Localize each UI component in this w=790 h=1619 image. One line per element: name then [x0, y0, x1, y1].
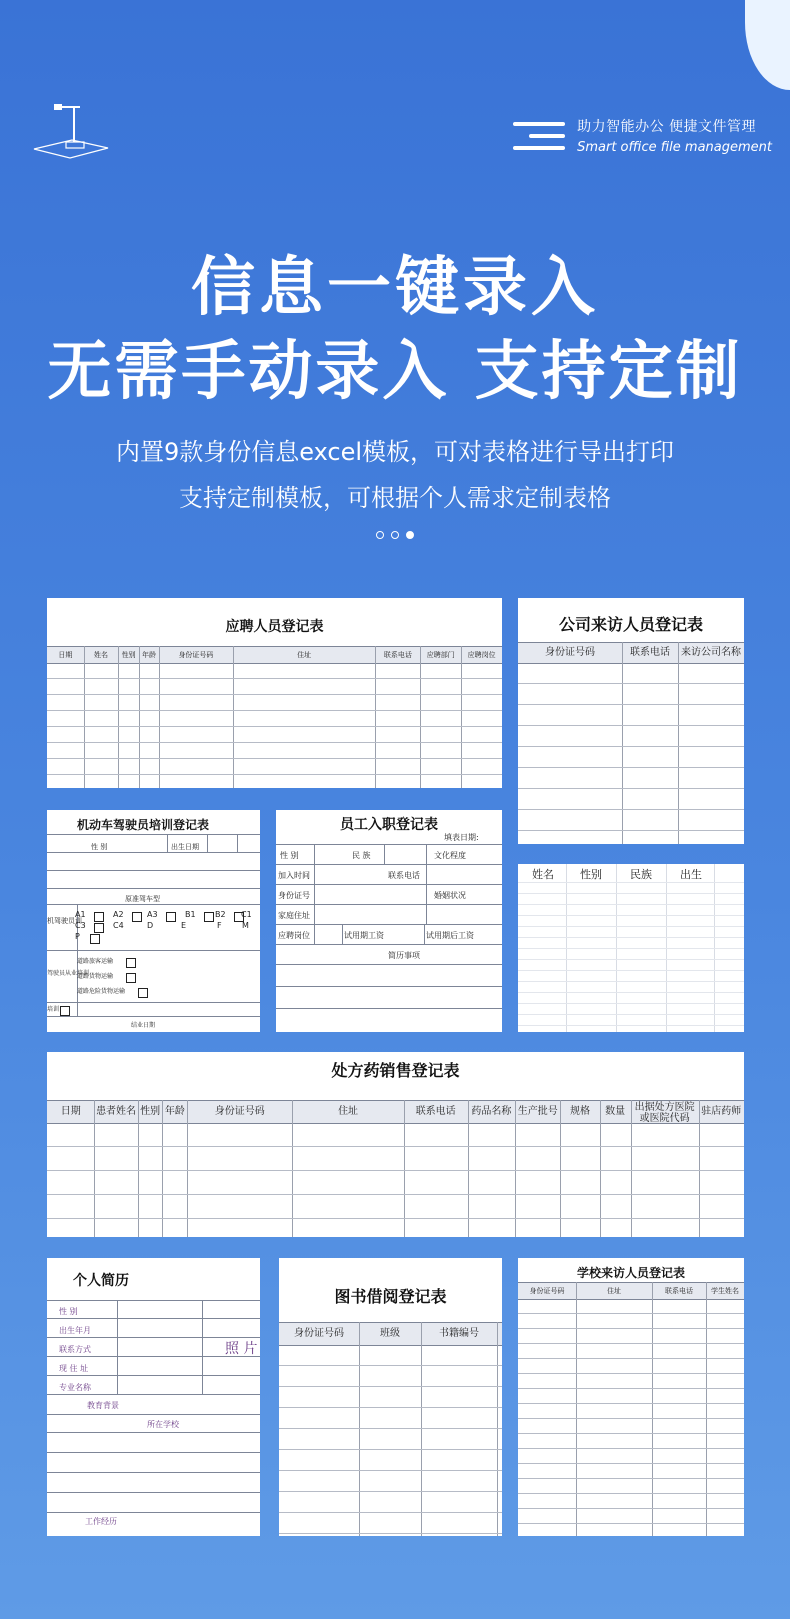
row-divider	[47, 1194, 744, 1195]
form-label: 驾驶员从业培训	[47, 970, 90, 977]
column-divider	[631, 1100, 632, 1237]
subtitle-line-1: 内置9款身份信息excel模板，可对表格进行导出打印	[115, 438, 675, 466]
form-line	[47, 834, 260, 835]
form-line	[47, 904, 260, 905]
row-divider	[518, 788, 744, 789]
template-onboard[interactable]	[276, 810, 502, 1032]
column-header: 住址	[607, 1287, 621, 1295]
column-header: 民族	[630, 868, 652, 881]
column-divider	[118, 646, 119, 788]
form-label: A1	[75, 910, 86, 919]
column-header: 应聘部门	[426, 651, 455, 659]
form-label: 机驾驶员训	[47, 917, 82, 925]
column-divider	[138, 1100, 139, 1237]
form-label: C4	[113, 921, 124, 930]
form-label: 简历事项	[388, 951, 420, 960]
row-divider	[518, 970, 744, 971]
column-header: 联系电话	[383, 651, 412, 659]
document-scanner-icon	[32, 104, 114, 162]
row-divider	[518, 1025, 744, 1026]
form-line	[202, 1300, 203, 1394]
row-divider	[518, 1328, 744, 1329]
form-label: 道路旅客运输	[77, 958, 114, 965]
form-label: 原准驾车型	[125, 895, 160, 903]
row-divider	[518, 1403, 744, 1404]
form-line	[47, 1002, 260, 1003]
form-label: 结业日期	[131, 1022, 156, 1029]
form-line	[47, 1375, 260, 1376]
form-line	[47, 950, 260, 951]
column-divider	[162, 1100, 163, 1237]
checkbox[interactable]	[126, 973, 136, 983]
row-divider	[47, 1170, 744, 1171]
column-header: 学生姓名	[711, 1287, 739, 1295]
template-info[interactable]	[518, 864, 744, 1032]
column-header: 药品名称	[471, 1106, 512, 1117]
column-divider	[359, 1322, 360, 1536]
form-label: 身份证号	[278, 891, 310, 900]
form-label: 婚姻状况	[434, 891, 466, 900]
checkbox[interactable]	[94, 923, 104, 933]
checkbox[interactable]	[126, 958, 136, 968]
row-divider	[47, 774, 502, 775]
checkbox[interactable]	[60, 1006, 70, 1016]
column-divider	[576, 1282, 577, 1536]
form-line	[47, 1472, 260, 1473]
row-divider	[47, 710, 502, 711]
template-school[interactable]	[518, 1258, 744, 1536]
subtitle-line-2: 支持定制模板，可根据个人需求定制表格	[179, 484, 611, 512]
template-title: 机动车驾驶员培训登记表	[77, 818, 210, 832]
checkbox[interactable]	[94, 912, 104, 922]
checkbox[interactable]	[204, 912, 214, 922]
column-header: 书籍编号	[439, 1328, 479, 1339]
row-divider	[518, 704, 744, 705]
column-header: 姓名	[532, 868, 554, 881]
template-title: 处方药销售登记表	[331, 1061, 460, 1080]
corner-decoration	[745, 0, 790, 90]
column-header: 性别	[140, 1106, 161, 1117]
row-divider	[518, 1388, 744, 1389]
form-line	[47, 1432, 260, 1433]
column-header: 联系电话	[415, 1106, 456, 1117]
column-divider	[187, 1100, 188, 1237]
template-prescription[interactable]	[47, 1052, 744, 1237]
column-divider	[233, 646, 234, 788]
form-label: 性 别	[59, 1307, 78, 1316]
template-title: 应聘人员登记表	[225, 619, 324, 635]
row-divider	[279, 1512, 502, 1513]
form-label: B1	[185, 910, 196, 919]
form-label: 工作经历	[85, 1517, 117, 1526]
row-divider	[279, 1533, 502, 1534]
form-line	[47, 1414, 260, 1415]
column-header: 规格	[570, 1106, 591, 1117]
checkbox[interactable]	[138, 988, 148, 998]
table-header	[47, 646, 502, 664]
form-label: C1	[241, 910, 252, 919]
row-divider	[518, 915, 744, 916]
table-header	[47, 1100, 744, 1124]
column-divider	[699, 1100, 700, 1237]
row-divider	[518, 1448, 744, 1449]
pager-dot[interactable]	[391, 531, 399, 539]
column-header: 日期	[60, 1106, 81, 1117]
row-divider	[518, 1478, 744, 1479]
column-divider	[515, 1100, 516, 1237]
column-divider	[678, 642, 679, 844]
form-label: 教育背景	[87, 1401, 119, 1410]
column-header: 出据处方医院或医院代码	[634, 1102, 695, 1124]
template-recruit[interactable]	[47, 598, 502, 788]
template-title: 公司来访人员登记表	[558, 615, 703, 634]
column-divider	[497, 1322, 498, 1536]
form-line	[167, 834, 168, 852]
column-divider	[94, 1100, 95, 1237]
row-divider	[518, 830, 744, 831]
row-divider	[518, 746, 744, 747]
row-divider	[518, 1358, 744, 1359]
carousel-pager	[0, 531, 790, 539]
row-divider	[518, 1523, 744, 1524]
template-library[interactable]	[279, 1258, 502, 1536]
table-header	[279, 1322, 502, 1346]
template-title: 个人简历	[73, 1273, 129, 1289]
column-divider	[560, 1100, 561, 1237]
form-line	[276, 844, 502, 845]
row-divider	[279, 1428, 502, 1429]
form-line	[117, 1300, 118, 1394]
row-divider	[279, 1491, 502, 1492]
form-label: M	[242, 921, 249, 930]
form-label: A3	[147, 910, 158, 919]
row-divider	[518, 725, 744, 726]
form-label: 培训	[47, 1006, 60, 1013]
slogan-chinese: 助力智能办公 便捷文件管理	[577, 119, 757, 135]
table-header	[518, 642, 744, 664]
row-divider	[47, 1146, 744, 1147]
form-label: 出生年月	[59, 1326, 91, 1335]
column-header: 身份证号码	[529, 1287, 565, 1295]
form-line	[237, 834, 238, 852]
checkbox[interactable]	[90, 934, 100, 944]
form-line	[47, 1492, 260, 1493]
form-label: 联系方式	[59, 1345, 91, 1354]
template-title: 员工入职登记表	[340, 817, 438, 833]
form-label: 性 别	[280, 851, 299, 860]
column-header: 驻店药师	[701, 1106, 742, 1117]
row-divider	[518, 1433, 744, 1434]
column-divider	[404, 1100, 405, 1237]
row-divider	[47, 694, 502, 695]
column-header: 身份证号码	[294, 1328, 344, 1339]
column-divider	[461, 646, 462, 788]
form-label: C3	[75, 921, 86, 930]
row-divider	[47, 742, 502, 743]
form-label: E	[181, 921, 187, 930]
column-header: 年龄	[164, 1106, 185, 1117]
column-divider	[421, 1322, 422, 1536]
form-label: 照 片	[225, 1341, 258, 1357]
form-line	[47, 1300, 260, 1301]
column-header: 年龄	[142, 651, 156, 659]
column-header: 应聘岗位	[467, 651, 496, 659]
checkbox[interactable]	[166, 912, 176, 922]
row-divider	[518, 767, 744, 768]
column-divider	[139, 646, 140, 788]
form-line	[276, 904, 502, 905]
row-divider	[47, 678, 502, 679]
template-title: 学校来访人员登记表	[576, 1266, 685, 1280]
column-divider	[84, 646, 85, 788]
column-header: 住址	[297, 651, 312, 659]
row-divider	[279, 1365, 502, 1366]
headline-line-1: 信息一键录入	[191, 251, 599, 325]
column-header: 数量	[605, 1106, 626, 1117]
slogan	[513, 116, 772, 155]
row-divider	[518, 937, 744, 938]
form-label: A2	[113, 910, 124, 919]
form-label: 试用期后工资	[426, 931, 474, 940]
row-divider	[518, 882, 744, 883]
form-line	[342, 924, 343, 944]
form-label: D	[147, 921, 154, 930]
column-divider	[375, 646, 376, 788]
row-divider	[279, 1407, 502, 1408]
form-label: 性 别	[91, 843, 108, 851]
column-header: 生产批号	[517, 1106, 558, 1117]
row-divider	[518, 1508, 744, 1509]
column-header: 性别	[121, 651, 136, 659]
row-divider	[518, 959, 744, 960]
form-line	[47, 1394, 260, 1395]
column-header: 联系电话	[665, 1287, 693, 1295]
row-divider	[518, 1373, 744, 1374]
form-line	[47, 870, 260, 871]
form-line	[47, 1318, 260, 1319]
menu-lines-icon	[513, 118, 565, 154]
form-label: 现 住 址	[59, 1364, 89, 1373]
row-divider	[518, 1003, 744, 1004]
template-resume[interactable]	[47, 1258, 260, 1536]
row-divider	[518, 1014, 744, 1015]
form-label: 试用期工资	[344, 931, 384, 940]
form-line	[276, 944, 502, 945]
column-header: 住址	[338, 1106, 359, 1117]
form-line	[276, 884, 502, 885]
row-divider	[518, 926, 744, 927]
row-divider	[518, 1343, 744, 1344]
row-divider	[518, 893, 744, 894]
form-line	[314, 844, 315, 944]
row-divider	[518, 981, 744, 982]
form-label: 专业名称	[59, 1383, 91, 1392]
column-divider	[292, 1100, 293, 1237]
template-driver[interactable]	[47, 810, 260, 1032]
form-line	[424, 924, 425, 944]
column-divider	[468, 1100, 469, 1237]
form-line	[207, 834, 208, 852]
column-header: 姓名	[94, 651, 109, 659]
row-divider	[518, 1463, 744, 1464]
form-label: 民 族	[352, 851, 371, 860]
form-label: 家庭住址	[278, 911, 310, 920]
row-divider	[518, 992, 744, 993]
row-divider	[47, 1218, 744, 1219]
row-divider	[518, 1313, 744, 1314]
form-label: 所在学校	[147, 1420, 179, 1429]
column-header: 出生	[680, 868, 702, 881]
form-line	[47, 852, 260, 853]
form-line	[384, 844, 385, 864]
column-divider	[420, 646, 421, 788]
form-label: 文化程度	[434, 851, 466, 860]
form-line	[276, 964, 502, 965]
form-line	[47, 888, 260, 889]
form-line	[47, 1016, 260, 1017]
form-label: 道路危险货物运输	[77, 988, 126, 995]
form-label: P	[75, 932, 80, 941]
form-line	[276, 1008, 502, 1009]
column-divider	[706, 1282, 707, 1536]
template-title: 图书借阅登记表	[334, 1287, 447, 1306]
form-label: 道路货物运输	[77, 973, 114, 980]
row-divider	[47, 758, 502, 759]
form-label: F	[217, 921, 222, 930]
column-divider	[622, 642, 623, 844]
column-header: 患者姓名	[96, 1106, 137, 1117]
form-line	[276, 924, 502, 925]
column-header: 身份证号码	[178, 651, 214, 659]
slogan-english: Smart office file management	[577, 140, 772, 155]
row-divider	[518, 1493, 744, 1494]
row-divider	[279, 1386, 502, 1387]
row-divider	[518, 683, 744, 684]
checkbox[interactable]	[132, 912, 142, 922]
form-label: 应聘岗位	[278, 931, 310, 940]
headline-line-2: 无需手动录入 支持定制	[47, 335, 743, 409]
pager-dot-active[interactable]	[406, 531, 414, 539]
template-visitor[interactable]	[518, 598, 744, 844]
column-header: 身份证号码	[545, 647, 595, 658]
row-divider	[518, 1418, 744, 1419]
row-divider	[518, 948, 744, 949]
column-header: 身份证号码	[214, 1106, 265, 1117]
column-divider	[159, 646, 160, 788]
column-divider	[600, 1100, 601, 1237]
column-divider	[652, 1282, 653, 1536]
table-header	[518, 1282, 744, 1300]
row-divider	[518, 904, 744, 905]
form-line	[276, 864, 502, 865]
column-header: 日期	[58, 651, 73, 659]
row-divider	[47, 726, 502, 727]
form-label: 填表日期:	[444, 833, 479, 842]
form-line	[47, 1452, 260, 1453]
form-line	[47, 1512, 260, 1513]
column-header: 来访公司名称	[681, 647, 741, 658]
column-header: 性别	[580, 868, 602, 881]
form-label: 出生日期	[171, 843, 199, 851]
row-divider	[279, 1470, 502, 1471]
column-header: 联系电话	[630, 647, 670, 658]
form-label: 联系电话	[388, 871, 420, 880]
column-header: 班级	[380, 1328, 400, 1339]
row-divider	[518, 809, 744, 810]
form-line	[426, 844, 427, 924]
form-label: 加入时间	[278, 871, 310, 880]
pager-dot[interactable]	[376, 531, 384, 539]
row-divider	[279, 1449, 502, 1450]
form-line	[276, 986, 502, 987]
form-label: B2	[215, 910, 226, 919]
